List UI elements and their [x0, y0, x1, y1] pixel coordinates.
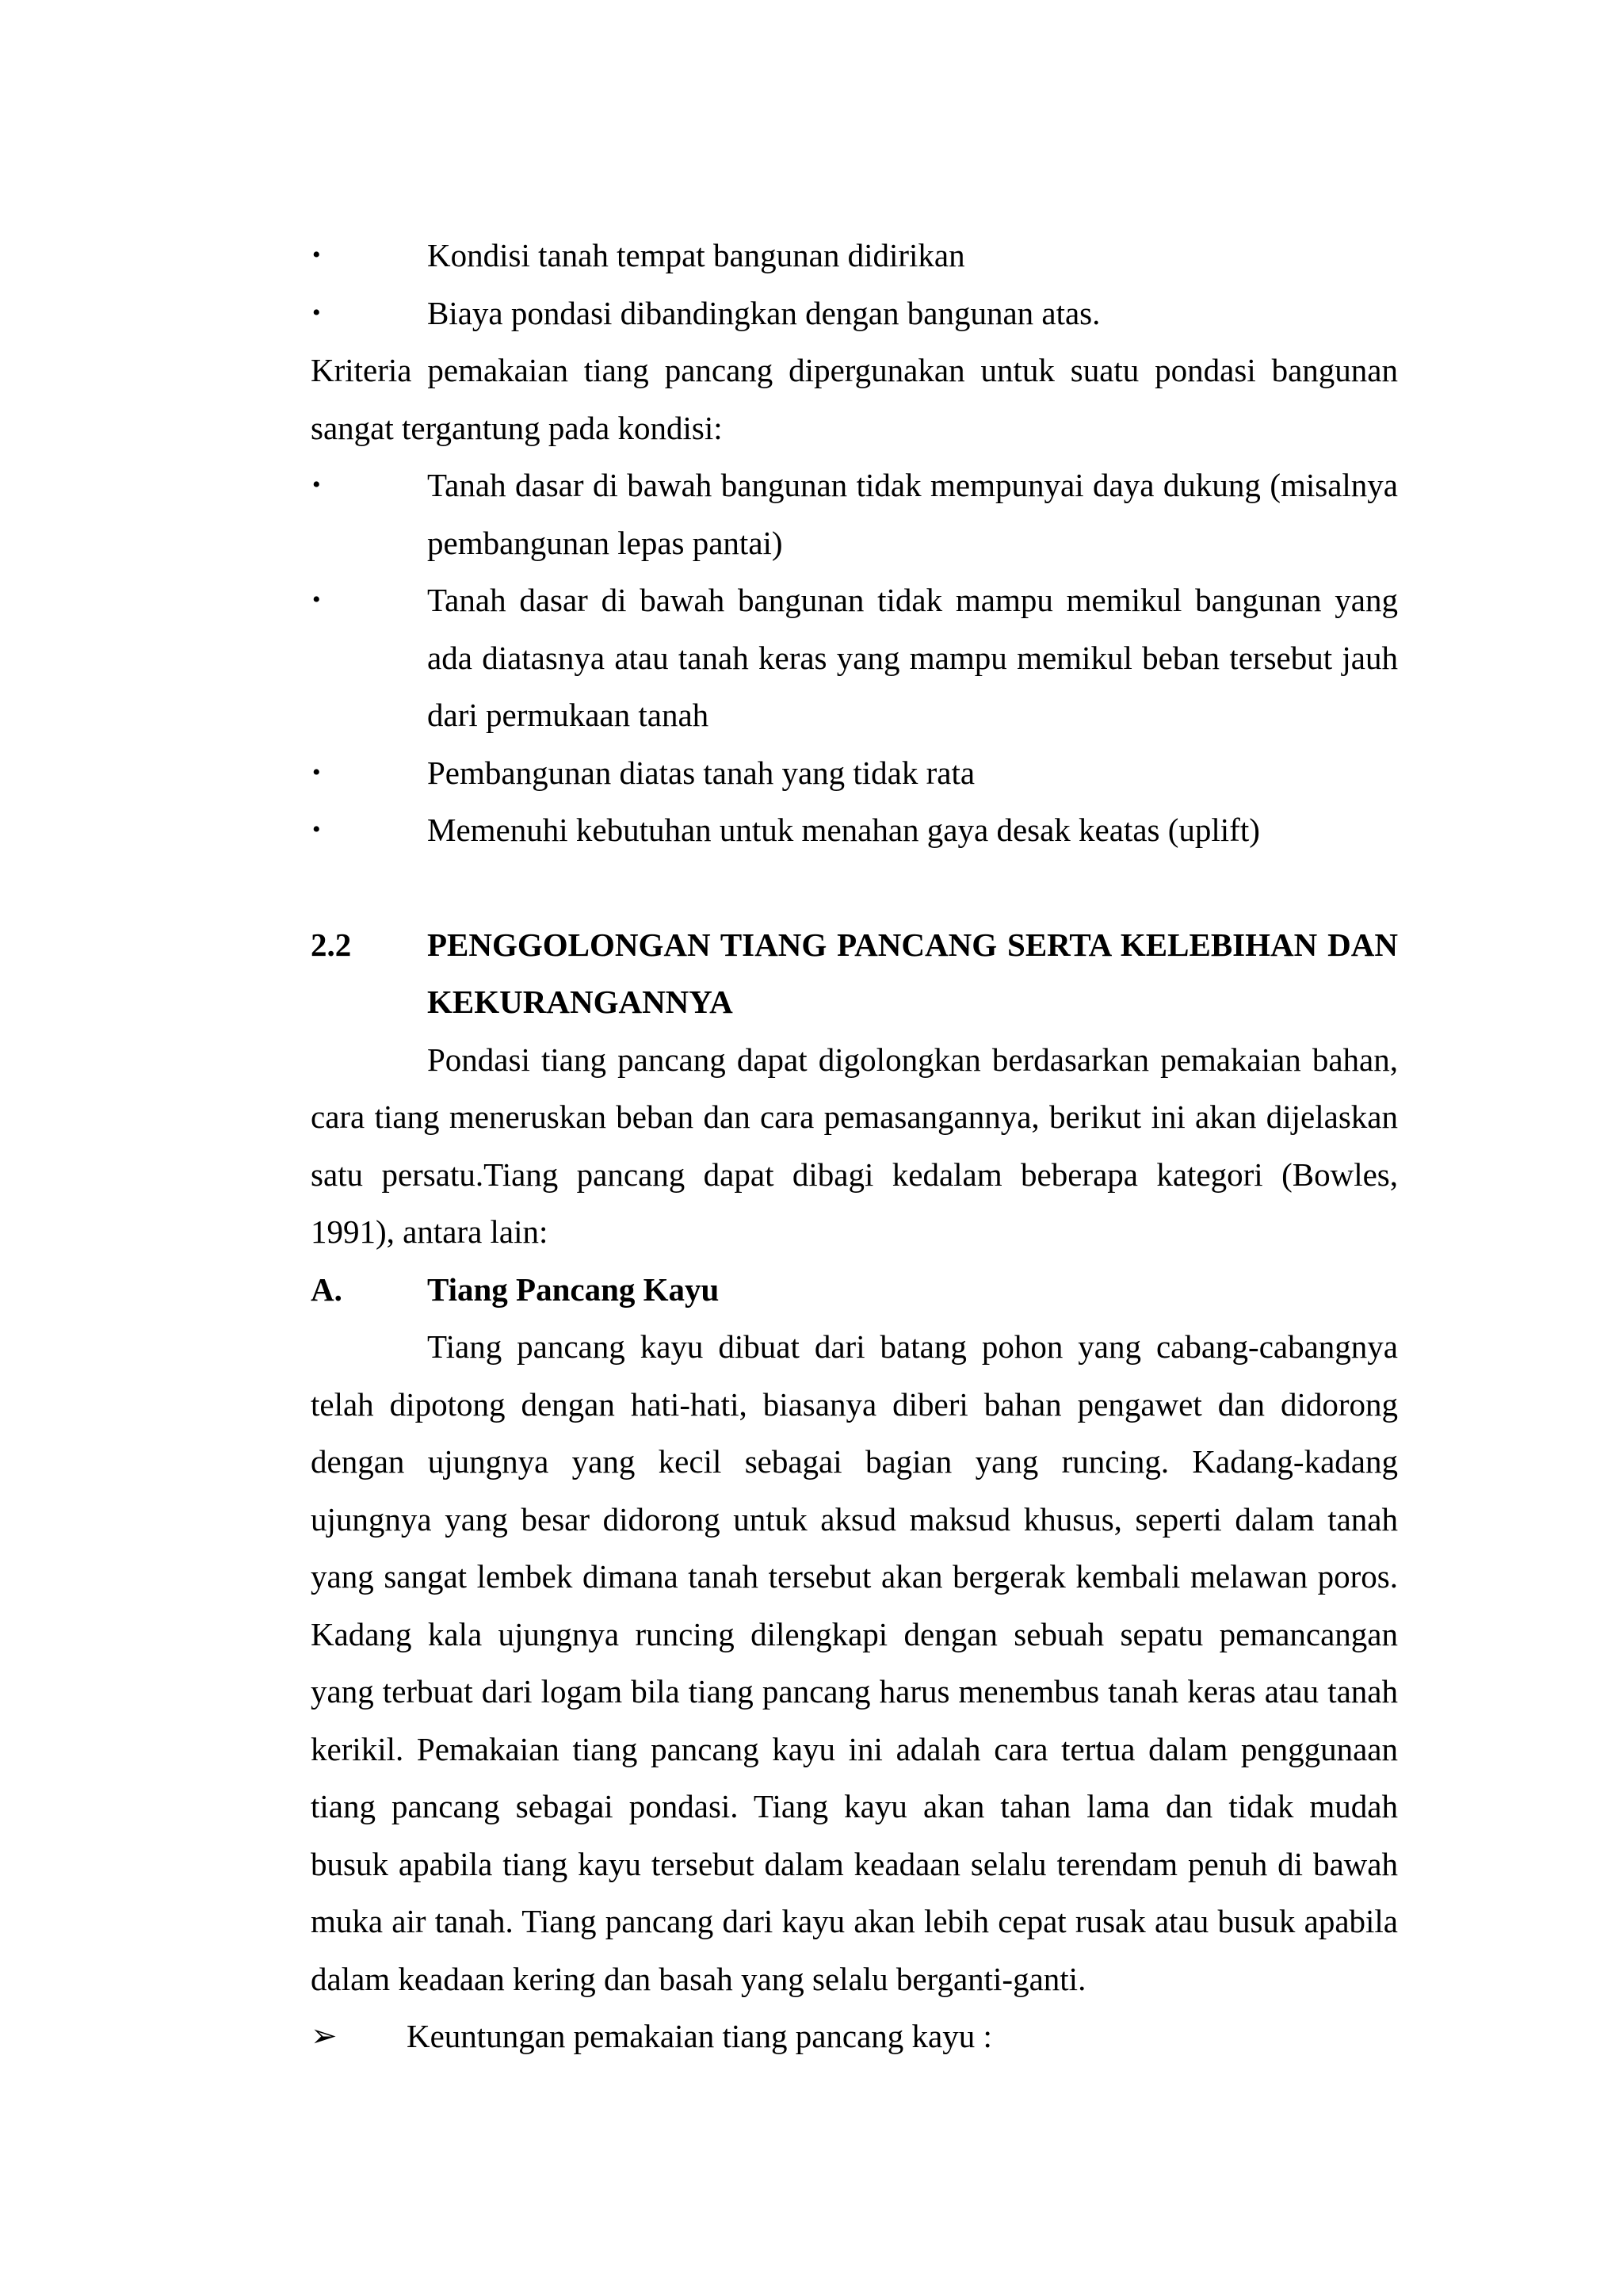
advantages-list-item [311, 2008, 1398, 2065]
subsection-title: Tiang Pancang Kayu [427, 1270, 720, 1308]
list-item [311, 457, 1398, 571]
document-page [311, 227, 1398, 2065]
list-item [311, 285, 1398, 342]
list-item-text: Tanah dasar di bawah bangunan tidak mampu memikul bangunan yang ada diatasnya atau tanah keras yang mampu memikul beban tersebut jauh dari permukaan tanah [427, 582, 1398, 733]
list-item [311, 744, 1398, 802]
bullet-icon: • [312, 242, 321, 268]
subsection-letter: A. [311, 1270, 342, 1308]
section-title: PENGGOLONGAN TIANG PANCANG SERTA KELEBIHAN DAN KEKURANGANNYA [427, 926, 1398, 1020]
bullet-icon: • [312, 758, 321, 785]
subsection-heading [311, 1261, 1398, 1319]
section-heading [311, 916, 1398, 1031]
list-item [311, 571, 1398, 744]
list-item [311, 801, 1398, 859]
bullet-icon: • [312, 472, 321, 498]
bullet-icon: • [312, 299, 321, 326]
list-item-text: Memenuhi kebutuhan untuk menahan gaya desak keatas (uplift) [427, 812, 1260, 848]
arrow-bullet-icon: ➢ [311, 2018, 338, 2054]
section-spacer [311, 859, 1398, 916]
section-number: 2.2 [311, 926, 352, 963]
section-paragraph: Pondasi tiang pancang dapat digolongkan berdasarkan pemakaian bahan, cara tiang meneruskan beban dan cara pemasangannya, berikut ini akan dijelaskan satu persatu.Tiang pancang dapat dibagi kedalam beberapa kategori (Bowles, 1991), antara lain: [311, 1041, 1398, 1250]
list-item-text: Tanah dasar di bawah bangunan tidak mempunyai daya dukung (misalnya pembangunan lepas pantai) [427, 467, 1398, 561]
subsection-paragraph: Tiang pancang kayu dibuat dari batang pohon yang cabang-cabangnya telah dipotong dengan hati-hati, biasanya diberi bahan pengawet dan didorong dengan ujungnya yang kecil sebagai bagian yang runcing. Kadang-kadang ujungnya yang besar didorong untuk aksud maksud khusus, seperti dalam tanah yang sangat lembek dimana tanah tersebut akan bergerak kembali melawan poros. Kadang kala ujungnya runcing dilengkapi dengan sebuah sepatu pemancangan yang terbuat dari logam bila tiang pancang harus menembus tanah keras atau tanah kerikil. Pemakaian tiang pancang kayu ini adalah cara tertua dalam penggunaan tiang pancang sebagai pondasi. Tiang kayu akan tahan lama dan tidak mudah busuk apabila tiang kayu tersebut dalam keadaan selalu terendam penuh di bawah muka air tanah. Tiang pancang dari kayu akan lebih cepat rusak atau busuk apabila dalam keadaan kering dan basah yang selalu berganti-ganti. [311, 1328, 1398, 1997]
criteria-intro-paragraph: Kriteria pemakaian tiang pancang dipergunakan untuk suatu pondasi bangunan sangat tergantung pada kondisi: [311, 352, 1398, 446]
bullet-icon: • [312, 586, 321, 613]
list-item-text: Pembangunan diatas tanah yang tidak rata [427, 754, 976, 791]
advantages-heading: Keuntungan pemakaian tiang pancang kayu : [407, 2018, 992, 2054]
list-item-text: Biaya pondasi dibandingkan dengan bangunan atas. [427, 294, 1101, 331]
list-item [311, 227, 1398, 285]
list-item-text: Kondisi tanah tempat bangunan didirikan [427, 237, 965, 273]
bullet-icon: • [312, 816, 321, 842]
